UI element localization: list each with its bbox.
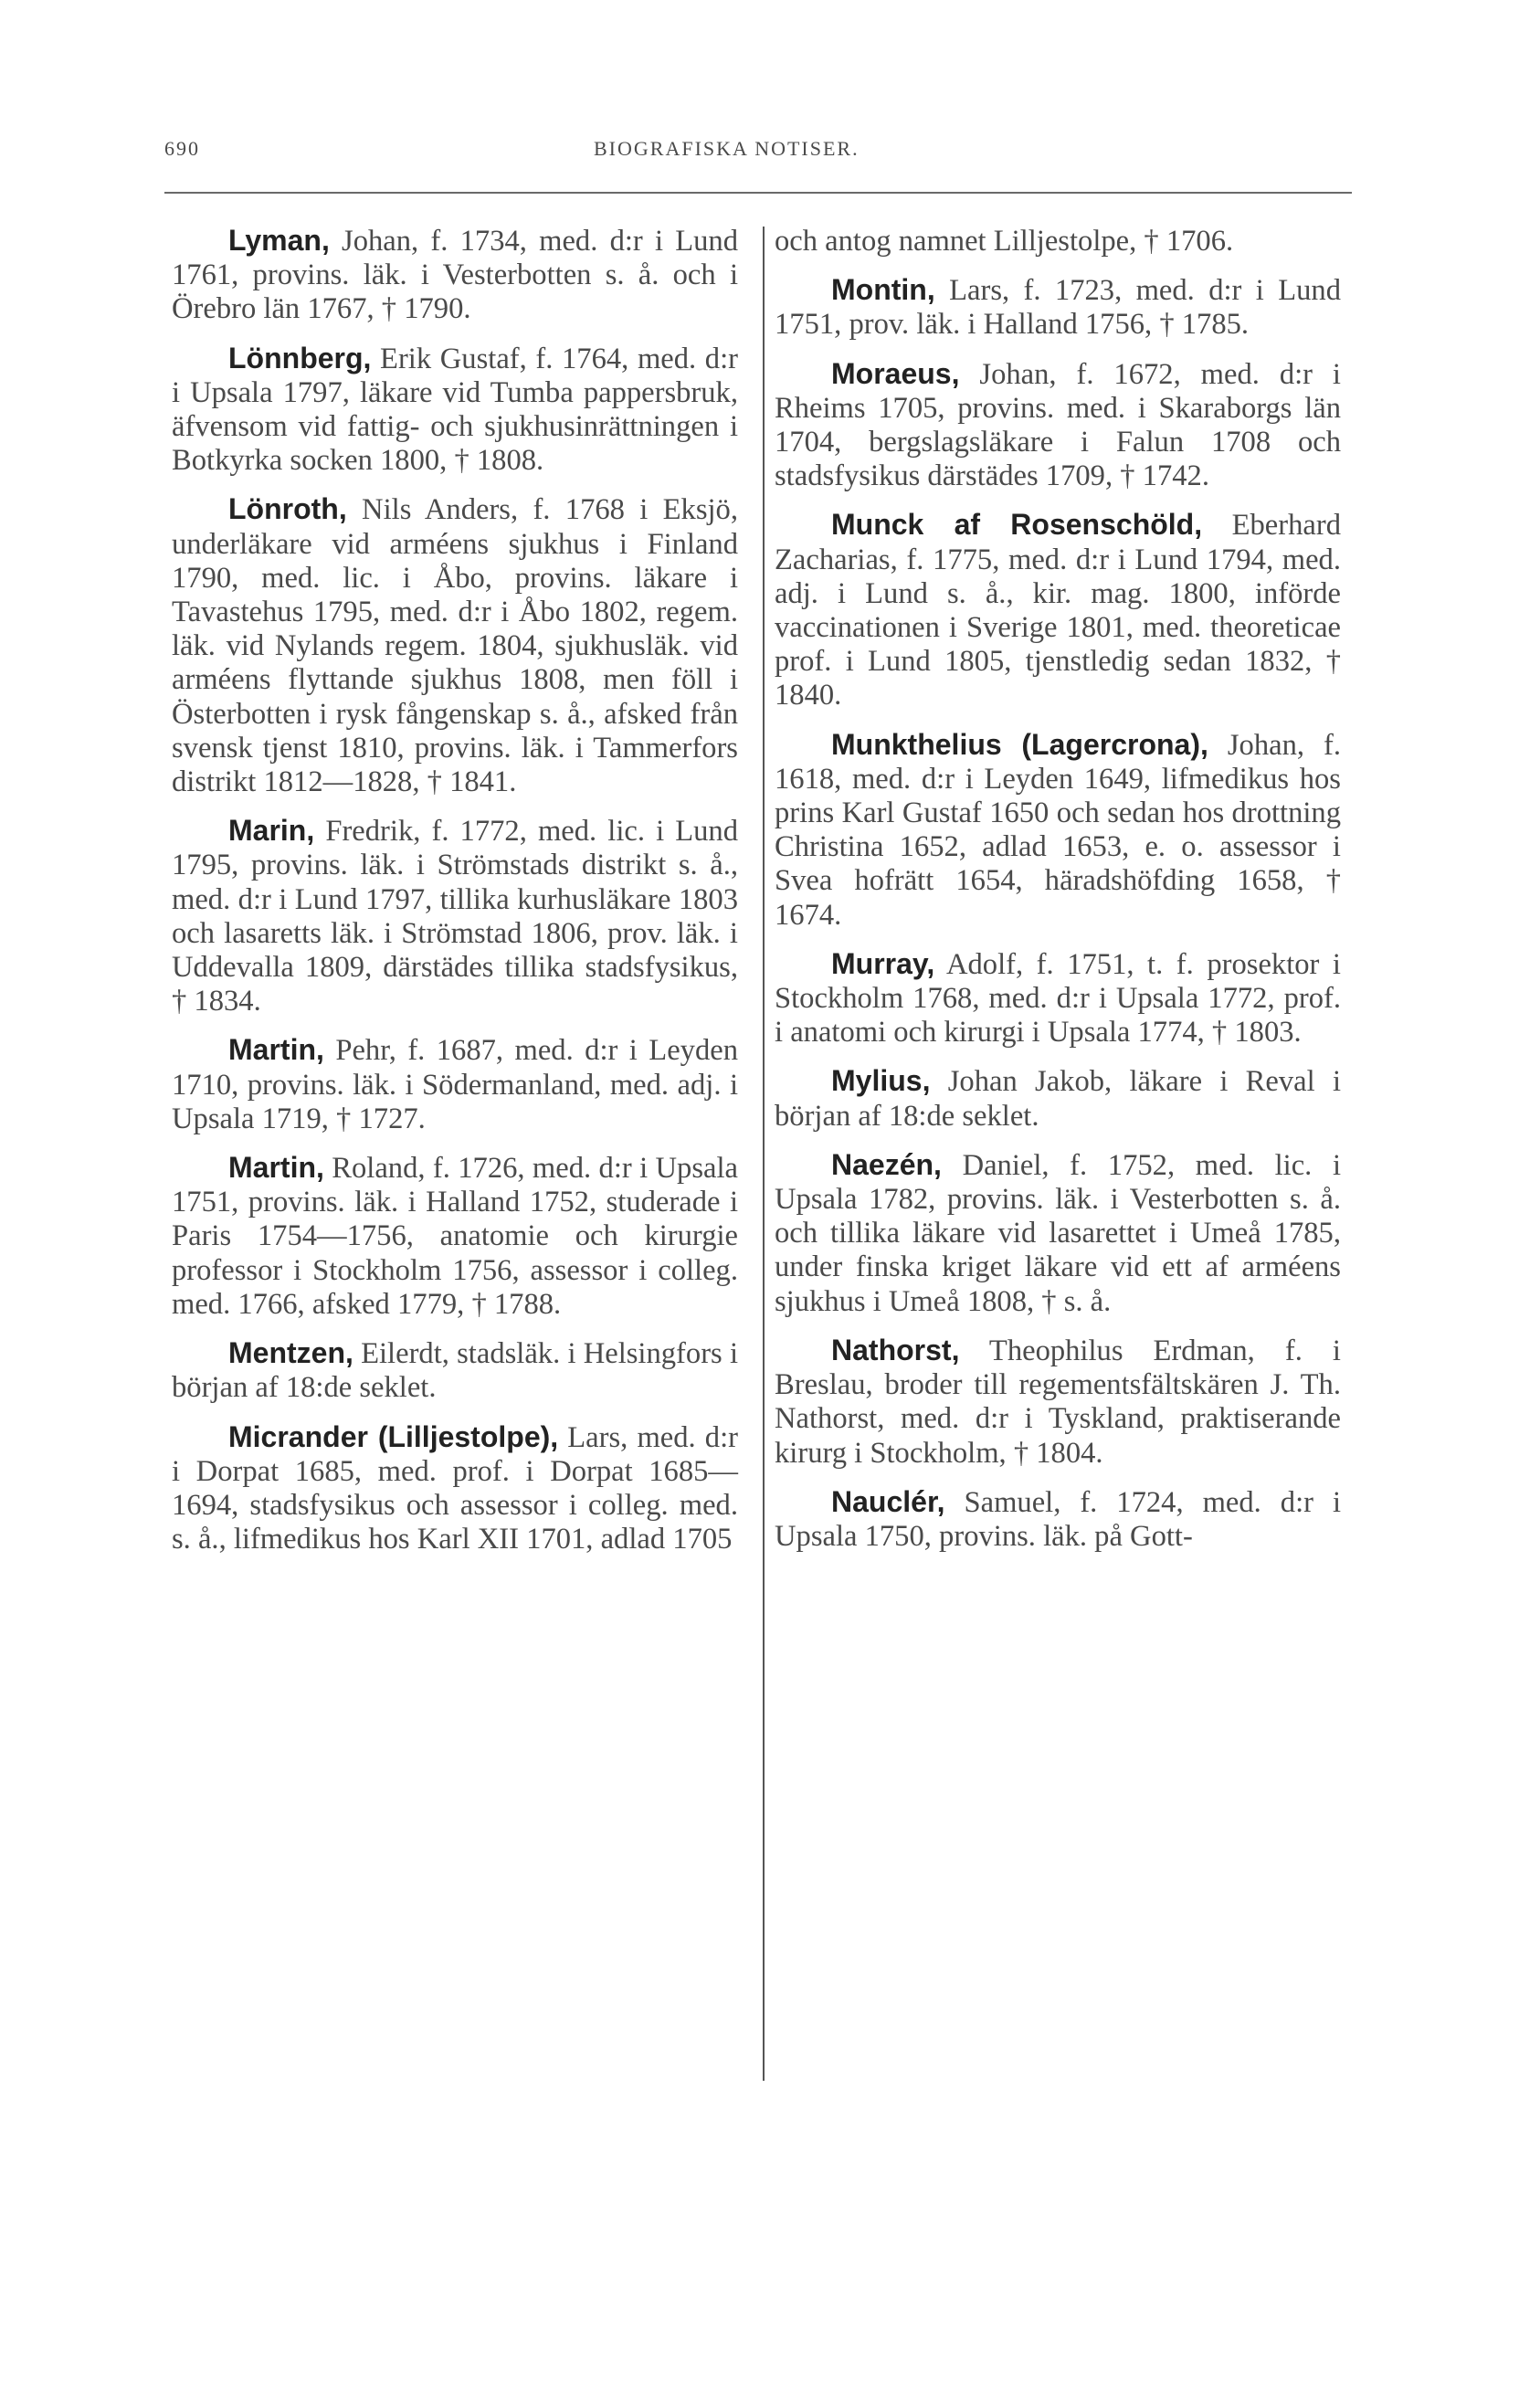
entry-text: Lars, f. 1723, med. d:r i Lund 1751, prov. läk. i Halland 1756, † 1785. [775,274,1341,342]
entry-text: Johan, f. 1672, med. d:r i Rheims 1705, provins. med. i Skaraborgs län 1704, bergslagsläkare i Falun 1708 och stadsfysikus därstädes 1709, † 1742. [775,357,1341,493]
entry-marin [172,814,738,1018]
entry-name: Munkthelius (Lagercrona), [831,727,1208,761]
entry-micrander [172,1420,738,1557]
entry-lyman [172,224,738,327]
header-title: BIOGRAFISKA NOTISER. [594,137,860,160]
entry-montin [775,273,1341,342]
entry-name: Martin, [228,1151,324,1185]
entry-name: Lyman, [228,224,330,257]
entry-micrander-continued [775,224,1341,258]
entry-naucler [775,1485,1341,1554]
entry-naezen [775,1148,1341,1319]
page-number: 690 [164,137,200,160]
entry-text: Fredrik, f. 1772, med. lic. i Lund 1795, provins. läk. i Strömstads distrikt s. å., med. d:r i Lund 1797, tillika kurhusläkare 1803 och lasaretts läk. i Strömstad 1806, prov. läk. i Uddevalla 1809, därstädes tillika stadsfysikus, † 1834. [172,815,738,1018]
entry-name: Lönnberg, [228,341,372,374]
entry-nathorst [775,1334,1341,1471]
entry-text: Theophilus Erdman, f. i Breslau, broder till regementsfältskären J. Th. Nathorst, med. d:r i Tyskland, praktiserande kirurg i Stockholm, † 1804. [775,1334,1341,1470]
entry-name: Marin, [228,814,315,848]
entry-munkthelius [775,728,1341,933]
header-rule [164,192,1352,194]
entry-name: Micrander (Lilljestolpe), [228,1419,559,1453]
entry-name: Martin, [228,1033,324,1067]
entry-text: Johan, f. 1734, med. d:r i Lund 1761, provins. läk. i Vesterbotten s. å. och i Örebro län 1767, † 1790. [172,225,738,326]
entry-text: och antog namnet Lilljestolpe, † 1706. [775,225,1234,258]
column-divider [763,227,765,2081]
entry-text: Samuel, f. 1724, med. d:r i Upsala 1750, provins. läk. på Gott- [775,1485,1341,1553]
entry-name: Nauclér, [831,1484,945,1518]
entry-name: Murray, [831,946,935,980]
entry-name: Moraeus, [831,356,960,390]
entry-text: Johan, f. 1618, med. d:r i Leyden 1649, lifmedikus hos prins Karl Gustaf 1650 och sedan hos drottning Christina 1652, adlad 1653, e. o. assessor i Svea hofrätt 1654, häradshöfding 1658, † 1674. [775,728,1341,932]
entry-text: Pehr, f. 1687, med. d:r i Leyden 1710, provins. läk. i Södermanland, med. adj. i Upsala 1719, † 1727. [172,1034,738,1135]
entry-name: Munck af Rosenschöld, [831,508,1203,542]
entry-name: Montin, [831,273,935,307]
entry-text: Roland, f. 1726, med. d:r i Upsala 1751, provins. läk. i Halland 1752, studerade i Paris 1754—1756, anatomie och kirurgie professor i Stockholm 1756, assessor i colleg. med. 1766, afsked 1779, † 1788. [172,1152,738,1321]
entry-name: Nathorst, [831,1333,960,1366]
entry-mentzen [172,1336,738,1405]
entry-name: Lönroth, [228,492,347,526]
entry-name: Mentzen, [228,1336,353,1370]
entry-text: Daniel, f. 1752, med. lic. i Upsala 1782, provins. läk. i Vesterbotten s. å. och tillika läkare vid lasarettet i Umeå 1785, under finska kriget läkare vid ett af arméens sjukhus i Umeå 1808, † s. å. [775,1148,1341,1318]
left-column [172,224,738,1571]
entry-text: Eilerdt, stadsläk. i Helsingfors i början af 18:de seklet. [172,1337,738,1405]
entry-name: Mylius, [831,1064,931,1098]
entry-lonnberg [172,342,738,479]
entry-text: Eberhard Zacharias, f. 1775, med. d:r i Lund 1794, med. adj. i Lund s. å., kir. mag. 1800, införde vaccinationen i Sverige 1801, med. theoreticae prof. i Lund 1805, tjenstledig sedan 1832, † 1840. [775,509,1341,712]
entry-munck [775,508,1341,712]
entry-text: Johan Jakob, läkare i Reval i början af 18:de seklet. [775,1065,1341,1133]
entry-lonroth [172,492,738,799]
entry-martin-pehr [172,1033,738,1136]
entry-murray [775,947,1341,1050]
entry-mylius [775,1064,1341,1133]
entry-text: Erik Gustaf, f. 1764, med. d:r i Upsala 1797, läkare vid Tumba pappersbruk, äfvensom vid fattig- och sjukhusinrättningen i Botkyrka socken 1800, † 1808. [172,342,738,478]
entry-martin-roland [172,1151,738,1322]
entry-text: Lars, med. d:r i Dorpat 1685, med. prof. i Dorpat 1685—1694, stadsfysikus och assessor i colleg. med. s. å., lifmedikus hos Karl XII 1701, adlad 1705 [172,1420,738,1556]
entry-text: Nils Anders, f. 1768 i Eksjö, underläkare vid arméens sjukhus i Finland 1790, med. lic. i Åbo, provins. läkare i Tavastehus 1795, med. d:r i Åbo 1802, regem. läk. vid Nylands regem. 1804, sjukhusläk. vid arméens flyttande sjukhus 1808, men föll i Österbotten i rysk fångenskap s. å., afsked från svensk tjenst 1810, provins. läk. i Tammerfors distrikt 1812—1828, † 1841. [172,493,738,799]
right-column [775,224,1341,1568]
running-head [164,137,1352,174]
entry-name: Naezén, [831,1147,942,1181]
entry-moraeus [775,357,1341,494]
entry-text: Adolf, f. 1751, t. f. prosektor i Stockholm 1768, med. d:r i Upsala 1772, prof. i anatomi och kirurgi i Upsala 1774, † 1803. [775,947,1341,1050]
